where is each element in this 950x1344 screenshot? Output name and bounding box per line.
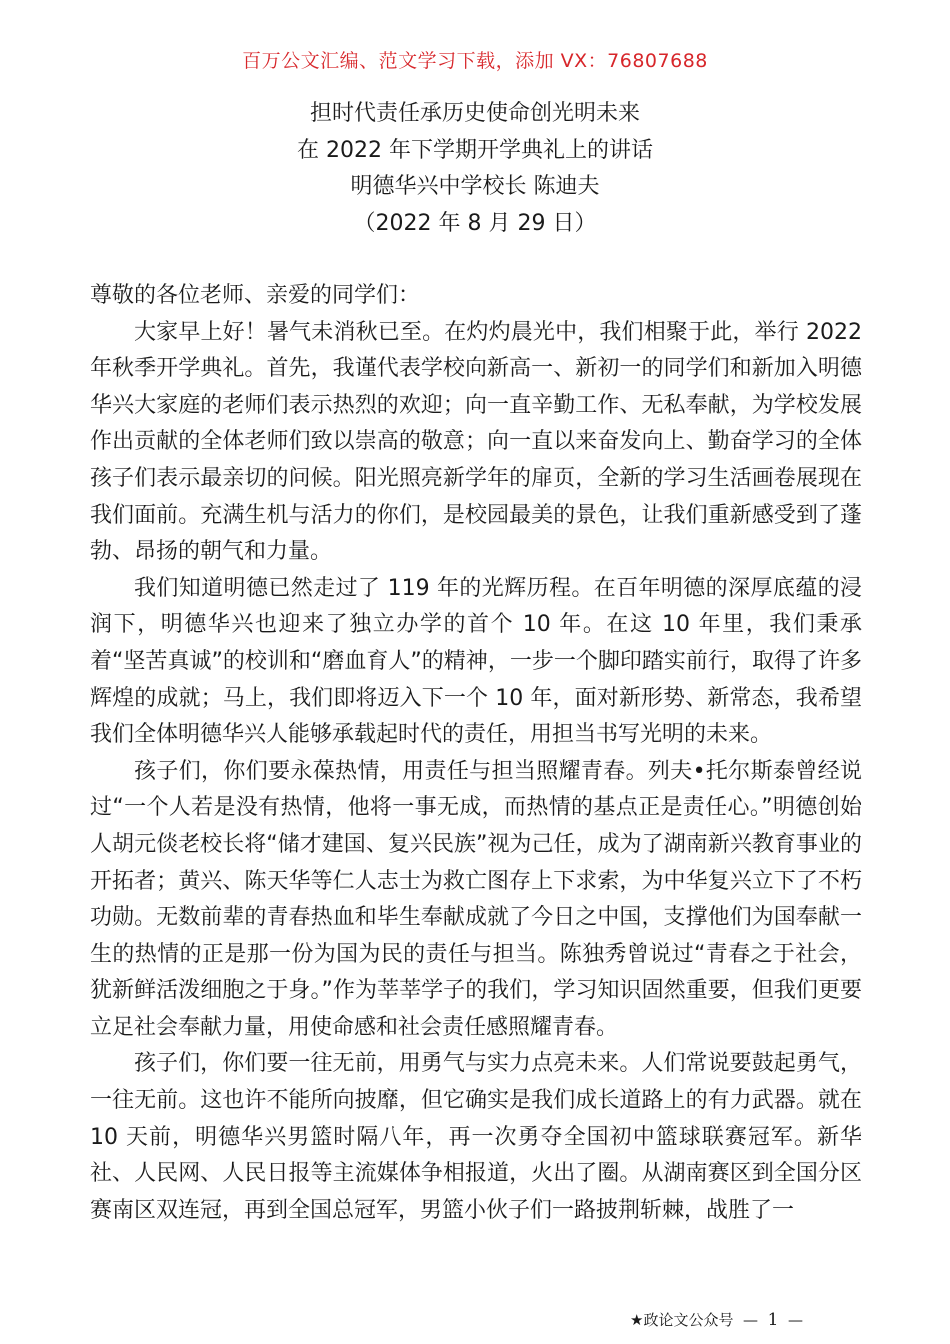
paragraph: 孩子们，你们要永葆热情，用责任与担当照耀青春。列夫•托尔斯泰曾经说过“一个人若是没有热情，他将一事无成，而热情的基点正是责任心。”明德创始人胡元倓老校长将“储才建国、复兴民族”视为己任，成为了湖南新兴教育事业的开拓者；黄兴、陈天华等仁人志士为救亡图存上下求索，为中华复兴立下了不朽功勋。无数前辈的青春热血和毕生奉献成就了今日之中国，支撑他们为国奉献一生的热情的正是那一份为国为民的责任与担当。陈独秀曾说过“青春之于社会，犹新鲜活泼细胞之于身。”作为莘莘学子的我们，学习知识固然重要，但我们更要立足社会奉献力量，用使命感和社会责任感照耀青春。	[90, 758, 862, 1040]
footer-source: ★政论文公众号	[630, 1311, 734, 1329]
speaker-line: 明德华兴中学校长 陈迪夫	[350, 174, 600, 199]
speech-title: 担时代责任承历史使命创光明未来	[309, 101, 640, 126]
page-number: 1	[767, 1310, 779, 1330]
paragraph: 大家早上好！暑气未消秋已至。在灼灼晨光中，我们相聚于此，举行 2022 年秋季开学典礼。首先，我谨代表学校向新高一、新初一的同学们和新加入明德华兴大家庭的老师们表示热烈的欢迎；向一直辛勤工作、无私奉献，为学校发展作出贡献的全体老师们致以崇高的敬意；向一直以来奋发向上、勤奋学习的全体孩子们表示最亲切的问候。阳光照亮新学年的扉页，全新的学习生活画卷展现在我们面前。充满生机与活力的你们，是校园最美的景色，让我们重新感受到了蓬勃、昂扬的朝气和力量。	[90, 319, 862, 565]
promo-banner: 百万公文汇编、范文学习下载，添加 VX：76807688	[242, 50, 708, 72]
paragraph: 孩子们，你们要一往无前，用勇气与实力点亮未来。人们常说要鼓起勇气，一往无前。这也许不能所向披靡，但它确实是我们成长道路上的有力武器。就在 10 天前，明德华兴男篮时隔八年，再一次勇夺全国初中篮球联赛冠军。新华社、人民网、人民日报等主流媒体争相报道，火出了圈。从湖南赛区到全国分区赛南区双连冠，再到全国总冠军，男篮小伙子们一路披荆斩棘，战胜了一	[90, 1051, 862, 1223]
speech-subtitle: 在 2022 年下学期开学典礼上的讲话	[297, 137, 653, 163]
salutation: 尊敬的各位老师、亲爱的同学们：	[90, 283, 421, 308]
footer-dash-left: —	[738, 1311, 763, 1329]
title-block	[0, 96, 950, 242]
speech-body	[90, 278, 862, 1229]
page-footer	[630, 1309, 803, 1330]
footer-dash-right: —	[783, 1311, 803, 1329]
paragraph: 我们知道明德已然走过了 119 年的光辉历程。在百年明德的深厚底蕴的浸润下，明德华兴也迎来了独立办学的首个 10 年。在这 10 年里，我们秉承着“坚苦真诚”的校训和“磨血育人”的精神，一步一个脚印踏实前行，取得了许多辉煌的成就；马上，我们即将迈入下一个 10 年，面对新形势、新常态，我希望我们全体明德华兴人能够承载起时代的责任，用担当书写光明的未来。	[90, 575, 862, 748]
speech-date: （2022 年 8 月 29 日）	[353, 210, 597, 236]
